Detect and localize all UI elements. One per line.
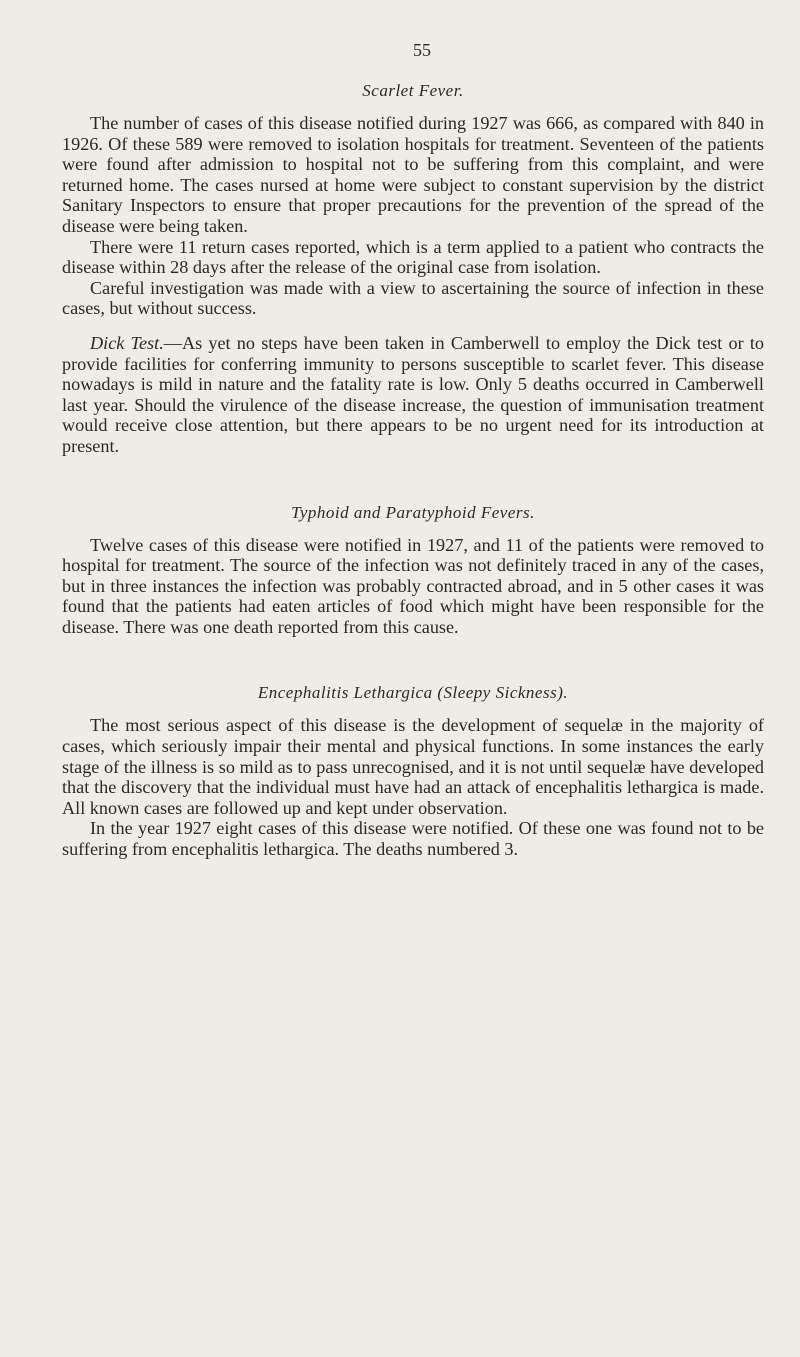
- page-number: 55: [413, 40, 431, 60]
- paragraph: Twelve cases of this disease were notified in 1927, and 11 of the patients were removed to hospital for treatment. The source of the infection was not definitely traced in any of the cases, but in three instances the infection was probably contracted abroad, and in 5 other cases it was found that the patients had eaten articles of food which might have been responsible for the disease. There was one death reported from this cause.: [62, 534, 764, 637]
- section-scarlet-fever: [62, 81, 764, 457]
- section-typhoid: [62, 503, 764, 638]
- dick-test-text: —As yet no steps have been taken in Camberwell to employ the Dick test or to provide facilities for conferring immunity to persons susceptible to scarlet fever. This disease nowadays is mild in nature and the fatality rate is low. Only 5 deaths occurred in Camberwell last year. Should the virulence of the disease increase, the question of immunisation treatment would receive close attention, but there appears to be no urgent need for its introduction at present.: [62, 332, 765, 456]
- section-heading: Encephalitis Lethargica (Sleepy Sickness).: [257, 683, 569, 703]
- paragraph: The number of cases of this disease notified during 1927 was 666, as compared with 840 in 1926. Of these 589 were removed to isolation hospitals for treatment. Seventeen of the patients were found after admission to hospital not to be suffering from this complaint, and were returned home. The cases nursed at home were subject to constant supervision by the district Sanitary Inspectors to ensure that proper precautions for the prevention of the spread of the disease were being taken.: [62, 113, 764, 236]
- paragraph: Careful investigation was made with a view to ascertaining the source of infection in these cases, but without success.: [62, 277, 764, 319]
- dick-test-paragraph: [62, 333, 764, 457]
- paragraph: In the year 1927 eight cases of this disease were notified. Of these one was found not to be suffering from encephalitis lethargica. The deaths numbered 3.: [62, 818, 764, 860]
- section-heading: Typhoid and Paratyphoid Fevers.: [291, 502, 535, 522]
- section-encephalitis: [62, 683, 764, 859]
- paragraph: There were 11 return cases reported, which is a term applied to a patient who contracts the disease within 28 days after the release of the original case from isolation.: [62, 236, 764, 278]
- paragraph: The most serious aspect of this disease is the development of sequelæ in the majority of cases, which seriously impair their mental and physical functions. In some instances the early stage of the illness is so mild as to pass unrecognised, and it is not until sequelæ have developed that the discovery that the individual must have had an attack of encephalitis lethargica is made. All known cases are followed up and kept under observation.: [62, 715, 764, 818]
- dick-test-label: Dick Test.: [90, 332, 164, 353]
- section-heading: Scarlet Fever.: [362, 81, 464, 100]
